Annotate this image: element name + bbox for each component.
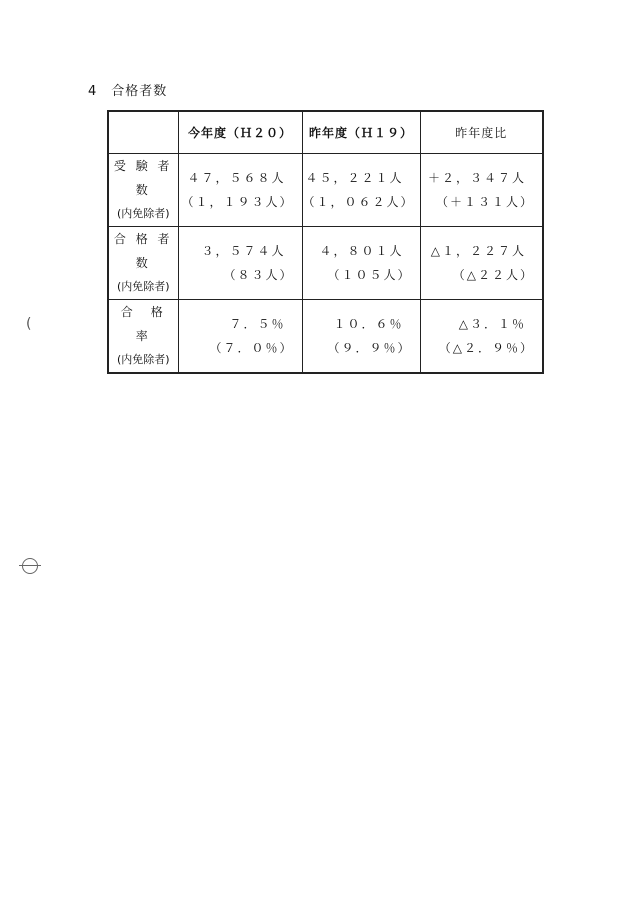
current-value: ４７，５６８人 (187, 171, 286, 185)
current-exempt-value: （１，１９３人） (181, 195, 294, 209)
header-year-over-year: 昨年度比 (420, 111, 543, 154)
header-blank-cell (108, 111, 178, 154)
previous-exempt-value: （１，０６２人） (302, 195, 415, 209)
row-label-cell (108, 154, 178, 227)
row-label: 受 験 者 数 (113, 159, 173, 197)
table-row-passers (108, 227, 543, 300)
current-exempt-value: （８３人） (223, 268, 294, 282)
section-title: 合格者数 (111, 84, 168, 99)
punch-hole-mark (22, 558, 38, 574)
previous-exempt-value: （１０５人） (327, 268, 412, 282)
change-cell (420, 300, 543, 374)
previous-year-cell (302, 300, 420, 374)
current-year-cell (178, 154, 302, 227)
table-row-pass-rate (108, 300, 543, 374)
current-value: ７．５％ (229, 317, 286, 331)
previous-value: ４，８０１人 (319, 244, 404, 258)
table-row-examinees (108, 154, 543, 227)
row-sub-label: (内免除者) (116, 353, 170, 366)
previous-exempt-value: （９．９％） (327, 341, 412, 355)
section-number: 4 (88, 84, 98, 99)
current-exempt-value: （７．０％） (209, 341, 294, 355)
previous-year-cell (302, 227, 420, 300)
previous-value: １０．６％ (333, 317, 404, 331)
row-label: 合 格 率 (120, 305, 181, 343)
change-exempt-value: （△２．９％） (438, 341, 534, 355)
row-label-cell (108, 300, 181, 374)
change-cell (420, 154, 543, 227)
row-sub-label: (内免除者) (116, 280, 170, 293)
row-sub-label: (内免除者) (116, 207, 170, 220)
header-current-year: 今年度（Ｈ２０） (178, 111, 302, 154)
current-value: ３，５７４人 (201, 244, 286, 258)
change-cell (420, 227, 543, 300)
table-header-row (108, 111, 543, 154)
row-label-cell (108, 227, 178, 300)
change-exempt-value: （＋１３１人） (435, 195, 534, 209)
row-label: 合 格 者 数 (113, 232, 173, 270)
pass-count-table (107, 110, 544, 374)
change-value: △３．１％ (458, 317, 526, 331)
previous-year-cell (302, 154, 420, 227)
header-previous-year: 昨年度（Ｈ１９） (302, 111, 420, 154)
section-heading (88, 80, 167, 99)
previous-value: ４５，２２１人 (305, 171, 404, 185)
scan-artifact-mark: ( (26, 316, 32, 332)
change-exempt-value: （△２２人） (452, 268, 534, 282)
current-year-cell (178, 227, 302, 300)
change-value: △１，２２７人 (430, 244, 526, 258)
current-year-cell (178, 300, 302, 374)
change-value: ＋２，３４７人 (427, 171, 526, 185)
